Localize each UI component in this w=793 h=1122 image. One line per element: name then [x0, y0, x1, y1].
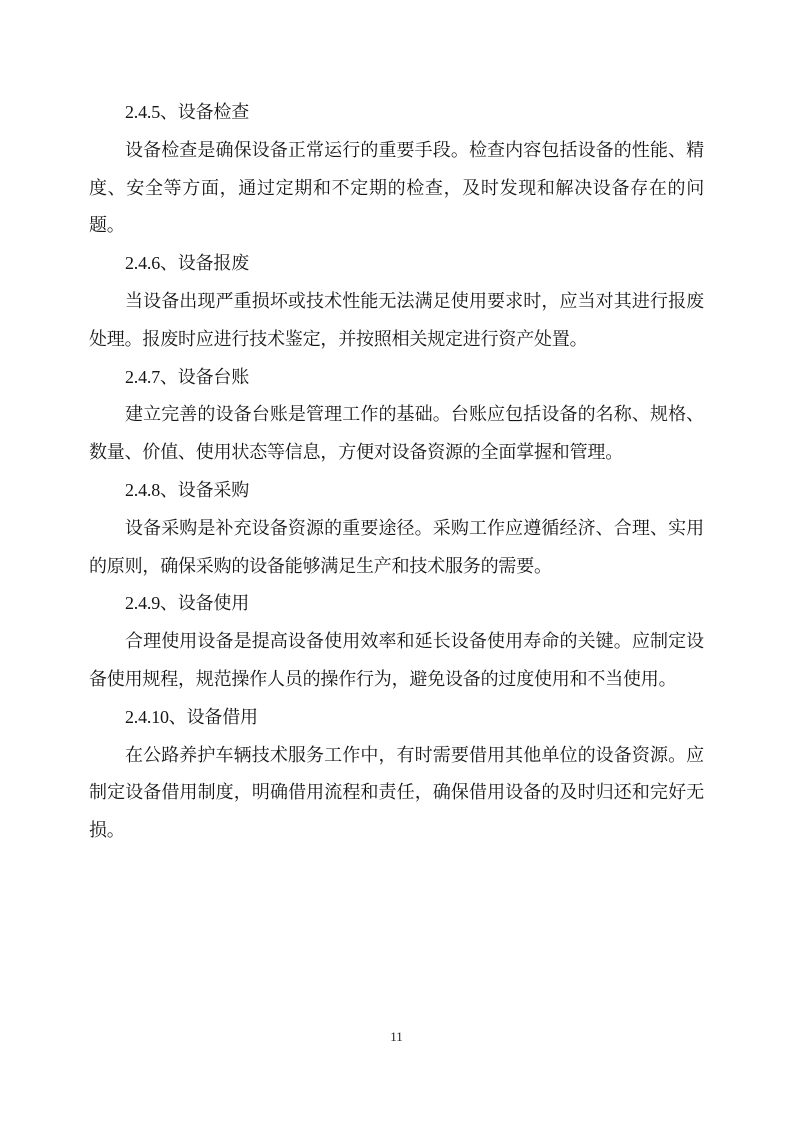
section-equipment-scrapping [89, 245, 704, 358]
section-equipment-inspection [89, 94, 704, 245]
section-equipment-procurement [89, 472, 704, 585]
section-paragraph: 设备采购是补充设备资源的重要途径。采购工作应遵循经济、合理、实用的原则，确保采购的设备能够满足生产和技术服务的需要。 [89, 517, 704, 576]
section-paragraph: 合理使用设备是提高设备使用效率和延长设备使用寿命的关键。应制定设备使用规程，规范操作人员的操作行为，避免设备的过度使用和不当使用。 [89, 631, 704, 689]
section-heading: 2.4.7、设备台账 [125, 366, 249, 387]
section-heading: 2.4.10、设备借用 [125, 706, 258, 727]
section-heading: 2.4.8、设备采购 [125, 479, 249, 500]
section-equipment-usage [89, 585, 704, 698]
section-heading: 2.4.5、设备检查 [125, 102, 249, 122]
section-paragraph: 设备检查是确保设备正常运行的重要手段。检查内容包括设备的性能、精度、安全等方面，通过定期和不定期的检查，及时发现和解决设备存在的问题。 [89, 139, 704, 236]
section-equipment-ledger [89, 359, 704, 472]
document-content [89, 94, 704, 850]
section-heading: 2.4.6、设备报废 [125, 253, 249, 274]
section-equipment-borrowing [89, 699, 704, 850]
section-paragraph: 建立完善的设备台账是管理工作的基础。台账应包括设备的名称、规格、数量、价值、使用状态等信息，方便对设备资源的全面掌握和管理。 [89, 404, 704, 463]
section-paragraph: 当设备出现严重损坏或技术性能无法满足使用要求时，应当对其进行报废处理。报废时应进行技术鉴定，并按照相关规定进行资产处置。 [89, 290, 704, 349]
section-heading: 2.4.9、设备使用 [125, 593, 249, 614]
section-paragraph: 在公路养护车辆技术服务工作中，有时需要借用其他单位的设备资源。应制定设备借用制度，明确借用流程和责任，确保借用设备的及时归还和完好无损。 [89, 744, 704, 841]
page-number: 11 [390, 1029, 403, 1044]
